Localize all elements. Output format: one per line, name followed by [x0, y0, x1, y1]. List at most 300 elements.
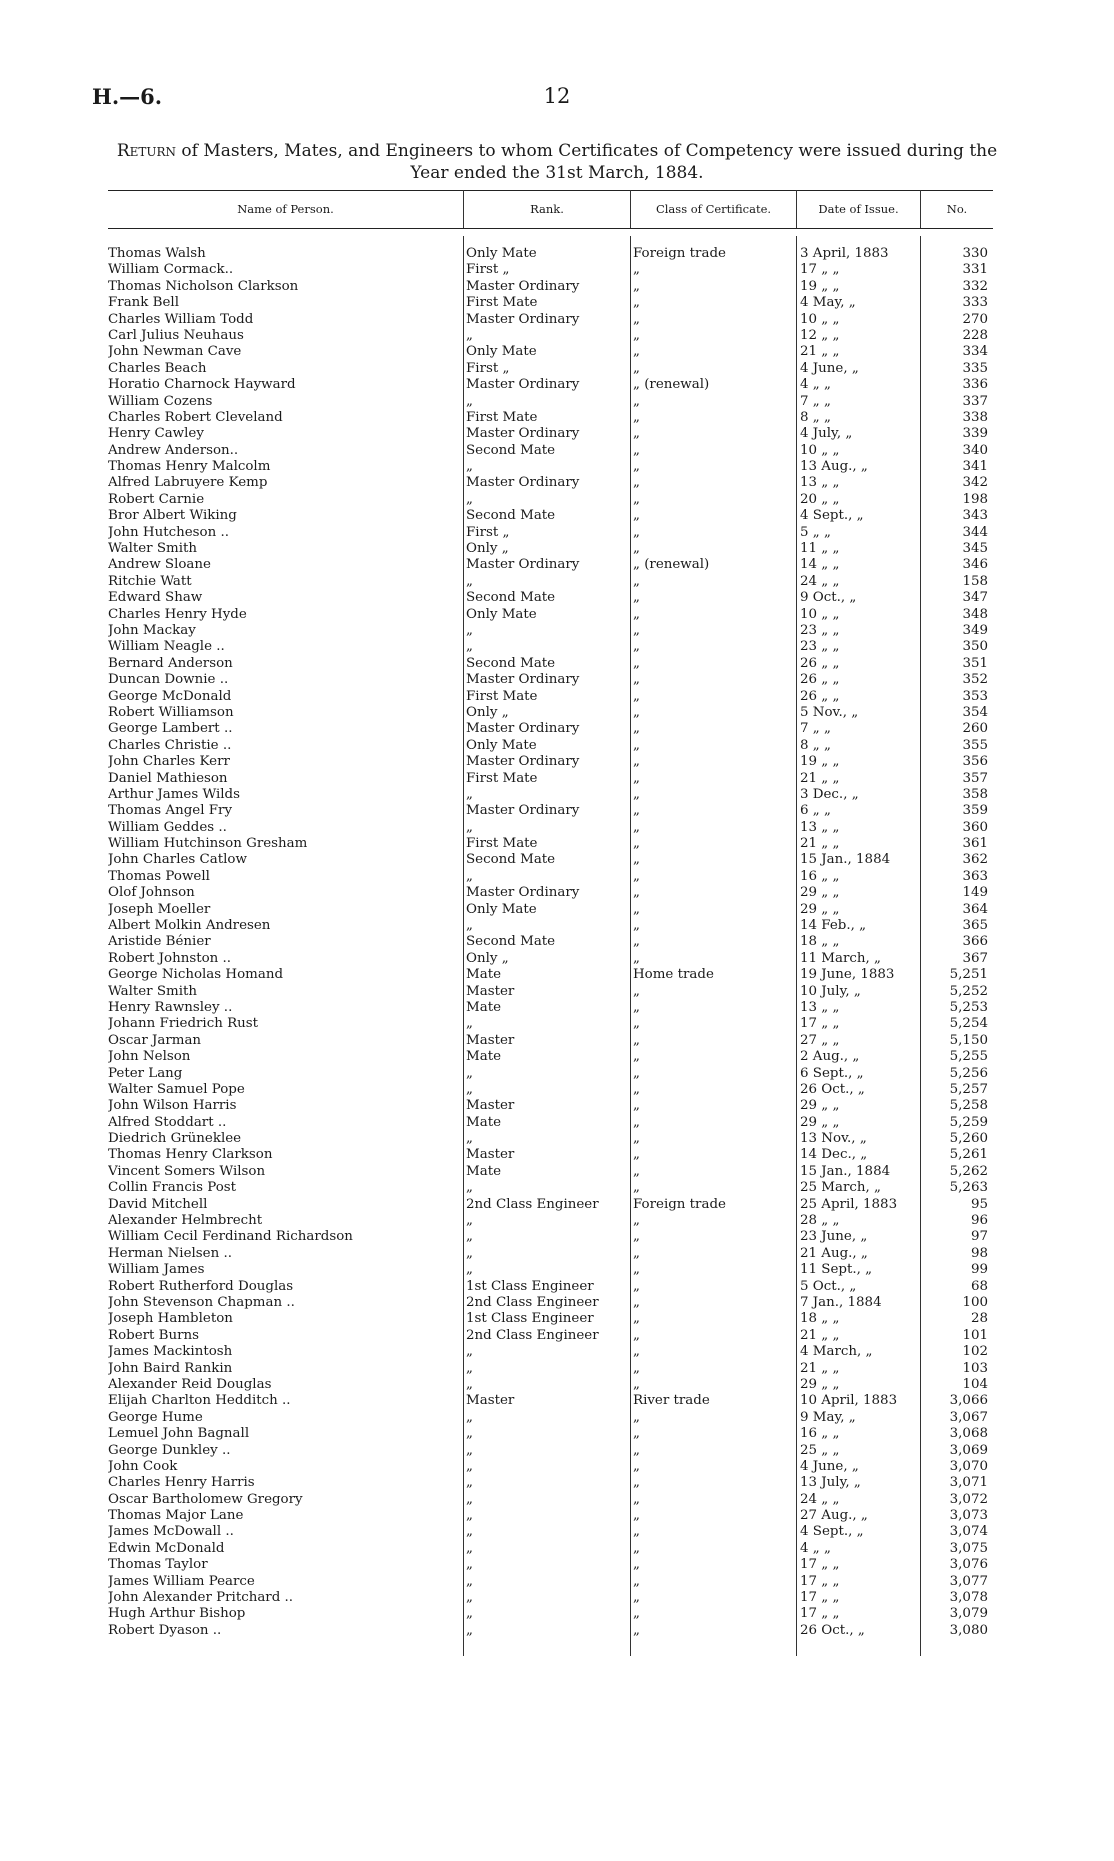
- cell-class: „: [633, 901, 640, 917]
- table-row: [108, 492, 993, 508]
- table-row: [108, 721, 993, 737]
- cell-date: 13 Nov., „: [800, 1131, 867, 1147]
- cell-no: 5,251: [949, 967, 988, 983]
- cell-no: 343: [962, 508, 988, 524]
- table-row: [108, 1393, 993, 1409]
- cell-rank: 2nd Class Engineer: [466, 1327, 599, 1343]
- table-row: [108, 557, 993, 573]
- table-row: [108, 475, 993, 491]
- cell-date: 9 Oct., „: [800, 590, 857, 606]
- cell-name: John Cook: [108, 1458, 178, 1474]
- table-row: [108, 541, 993, 557]
- cell-date: 4 „ „: [800, 1540, 831, 1556]
- cell-rank: „: [466, 1475, 473, 1491]
- cell-date: 4 March, „: [800, 1344, 873, 1360]
- cell-name: Thomas Angel Fry: [108, 803, 233, 819]
- cell-class: „: [633, 1081, 640, 1097]
- cell-rank: Second Mate: [466, 852, 556, 868]
- cell-no: 260: [962, 721, 988, 737]
- table-row: [108, 787, 993, 803]
- cell-name: Oscar Jarman: [108, 1032, 202, 1048]
- cell-rank: Only Mate: [466, 901, 537, 917]
- cell-date: 18 „ „: [800, 934, 840, 950]
- cell-rank: Master Ordinary: [466, 754, 580, 770]
- cell-no: 353: [962, 688, 988, 704]
- table-row: [108, 918, 993, 934]
- cell-name: Albert Molkin Andresen: [108, 918, 271, 934]
- cell-name: John Alexander Pritchard ..: [108, 1590, 294, 1606]
- cell-name: Thomas Henry Clarkson: [108, 1147, 273, 1163]
- cell-no: 3,079: [949, 1606, 988, 1622]
- cell-rank: „: [466, 1245, 473, 1261]
- cell-no: 345: [962, 541, 988, 557]
- cell-date: 15 Jan., 1884: [800, 852, 891, 868]
- cell-rank: Second Mate: [466, 508, 556, 524]
- cell-name: Peter Lang: [108, 1065, 183, 1081]
- table-row: [108, 525, 993, 541]
- cell-date: 26 „ „: [800, 672, 840, 688]
- cell-name: Charles Henry Harris: [108, 1475, 255, 1491]
- cell-no: 96: [970, 1213, 988, 1229]
- table-row: [108, 1016, 993, 1032]
- cell-rank: „: [466, 393, 473, 409]
- cell-class: „: [633, 1278, 640, 1294]
- cell-name: Thomas Nicholson Clarkson: [108, 278, 299, 294]
- cell-no: 331: [962, 262, 988, 278]
- cell-class: „: [633, 1295, 640, 1310]
- table-row: [108, 1410, 993, 1426]
- cell-rank: „: [466, 1065, 473, 1081]
- cell-rank: Master Ordinary: [466, 377, 580, 393]
- cell-date: 26 Oct., „: [800, 1081, 865, 1097]
- table-row: [108, 1295, 993, 1311]
- table-row: [108, 1623, 993, 1639]
- cell-name: Walter Smith: [108, 983, 197, 999]
- title-text: of Masters, Mates, and Engineers to whom Certificates of Competency were issued during the Year ended the 31st March, 1884.: [176, 141, 998, 183]
- cell-no: 5,261: [949, 1147, 988, 1163]
- cell-rank: „: [466, 1458, 473, 1474]
- cell-rank: „: [466, 327, 473, 343]
- cell-no: 5,260: [949, 1131, 988, 1147]
- cell-name: Thomas Walsh: [108, 246, 206, 261]
- table-row: [108, 885, 993, 901]
- cell-name: Hugh Arthur Bishop: [108, 1606, 246, 1622]
- table-row: [108, 426, 993, 442]
- cell-date: 5 Nov., „: [800, 704, 859, 720]
- cell-date: 4 Sept., „: [800, 1524, 864, 1540]
- cell-class: „: [633, 1524, 640, 1540]
- cell-no: 3,077: [949, 1573, 988, 1589]
- table-row: [108, 1246, 993, 1262]
- cell-date: 7 „ „: [800, 721, 831, 737]
- cell-no: 365: [962, 918, 988, 934]
- cell-name: Robert Williamson: [108, 704, 234, 720]
- cell-name: Horatio Charnock Hayward: [108, 377, 296, 393]
- cell-name: George Dunkley ..: [108, 1442, 231, 1458]
- table-row: [108, 803, 993, 819]
- cell-name: Thomas Major Lane: [108, 1508, 244, 1524]
- cell-rank: „: [466, 1442, 473, 1458]
- cell-name: George Nicholas Homand: [108, 967, 284, 983]
- cell-class: „: [633, 1311, 640, 1327]
- header-bottom-rule: [108, 228, 993, 229]
- cell-class: „: [633, 409, 640, 425]
- cell-no: 338: [962, 409, 988, 425]
- cell-no: 350: [962, 639, 988, 655]
- cell-no: 335: [962, 360, 988, 376]
- cell-date: 7 Jan., 1884: [800, 1295, 882, 1310]
- cell-class: „: [633, 1098, 640, 1114]
- cell-date: 25 „ „: [800, 1442, 840, 1458]
- cell-class: „: [633, 836, 640, 852]
- cell-rank: 1st Class Engineer: [466, 1278, 594, 1294]
- cell-class: „: [633, 327, 640, 343]
- cell-rank: First Mate: [466, 295, 538, 311]
- cell-rank: Master Ordinary: [466, 672, 580, 688]
- table-row: [108, 1262, 993, 1278]
- cell-no: 5,259: [949, 1114, 988, 1130]
- cell-no: 5,254: [949, 1016, 988, 1032]
- cell-class: „ (renewal): [633, 557, 710, 573]
- cell-no: 102: [962, 1344, 988, 1360]
- cell-name: George Lambert ..: [108, 721, 233, 737]
- table-row: [108, 1443, 993, 1459]
- cell-date: 3 Dec., „: [800, 786, 859, 802]
- cell-rank: „: [466, 1606, 473, 1622]
- cell-name: Daniel Mathieson: [108, 770, 228, 786]
- cell-no: 364: [962, 901, 988, 917]
- table-row: [108, 1279, 993, 1295]
- cell-class: „: [633, 278, 640, 294]
- cell-date: 10 „ „: [800, 442, 840, 458]
- cell-date: 17 „ „: [800, 1590, 840, 1606]
- cell-no: 3,076: [949, 1557, 988, 1573]
- table-row: [108, 951, 993, 967]
- cell-rank: Master Ordinary: [466, 803, 580, 819]
- cell-name: Edwin McDonald: [108, 1540, 225, 1556]
- cell-rank: Master Ordinary: [466, 475, 580, 491]
- cell-class: „: [633, 950, 640, 966]
- cell-class: „: [633, 1458, 640, 1474]
- cell-class: „: [633, 1360, 640, 1376]
- cell-no: 149: [962, 885, 988, 901]
- cell-name: John Wilson Harris: [108, 1098, 237, 1114]
- cell-no: 359: [962, 803, 988, 819]
- cell-no: 100: [962, 1295, 988, 1310]
- cell-class: „: [633, 1229, 640, 1245]
- table-row: [108, 934, 993, 950]
- cell-rank: „: [466, 573, 473, 589]
- cell-class: „: [633, 819, 640, 835]
- cell-date: 11 „ „: [800, 541, 840, 557]
- cell-class: „: [633, 1213, 640, 1229]
- cell-no: 361: [962, 836, 988, 852]
- cell-no: 334: [962, 344, 988, 360]
- cell-class: „: [633, 524, 640, 540]
- cell-no: 333: [962, 295, 988, 311]
- document-code: H.—6.: [92, 84, 163, 109]
- cell-no: 349: [962, 622, 988, 638]
- cell-rank: Master Ordinary: [466, 311, 580, 327]
- cell-name: Alfred Labruyere Kemp: [108, 475, 268, 491]
- cell-class: „: [633, 1606, 640, 1622]
- cell-class: „: [633, 672, 640, 688]
- cell-date: 25 March, „: [800, 1180, 881, 1196]
- cell-class: „: [633, 983, 640, 999]
- cell-no: 340: [962, 442, 988, 458]
- cell-date: 4 June, „: [800, 1458, 859, 1474]
- cell-rank: „: [466, 1016, 473, 1032]
- cell-date: 11 March, „: [800, 950, 881, 966]
- cell-name: Elijah Charlton Hedditch ..: [108, 1393, 291, 1409]
- header-rank: Rank.: [530, 202, 564, 216]
- cell-class: „: [633, 1114, 640, 1130]
- cell-rank: Only „: [466, 950, 509, 966]
- cell-date: 14 Dec., „: [800, 1147, 868, 1163]
- cell-name: William Cecil Ferdinand Richardson: [108, 1229, 353, 1245]
- table-row: [108, 1459, 993, 1475]
- cell-date: 14 „ „: [800, 557, 840, 573]
- table-row: [108, 328, 993, 344]
- cell-rank: Only „: [466, 704, 509, 720]
- cell-rank: First Mate: [466, 409, 538, 425]
- cell-name: Carl Julius Neuhaus: [108, 327, 244, 343]
- table-row: [108, 1377, 993, 1393]
- table-row: [108, 1590, 993, 1606]
- cell-date: 7 „ „: [800, 393, 831, 409]
- cell-date: 5 „ „: [800, 524, 831, 540]
- cell-date: 17 „ „: [800, 262, 840, 278]
- cell-rank: Master: [466, 983, 515, 999]
- table-row: [108, 361, 993, 377]
- cell-name: Charles Christie ..: [108, 737, 232, 753]
- table-row: [108, 574, 993, 590]
- cell-no: 5,150: [949, 1032, 988, 1048]
- cell-date: 18 „ „: [800, 1311, 840, 1327]
- table-row: [108, 820, 993, 836]
- cell-no: 198: [962, 491, 988, 507]
- cell-class: „: [633, 590, 640, 606]
- cell-class: „: [633, 1622, 640, 1638]
- cell-rank: „: [466, 868, 473, 884]
- table-row: [108, 1328, 993, 1344]
- cell-class: „: [633, 1327, 640, 1343]
- cell-no: 97: [970, 1229, 988, 1245]
- cell-date: 23 „ „: [800, 639, 840, 655]
- cell-date: 27 „ „: [800, 1032, 840, 1048]
- cell-no: 354: [962, 704, 988, 720]
- cell-no: 346: [962, 557, 988, 573]
- cell-no: 363: [962, 868, 988, 884]
- cell-name: Herman Nielsen ..: [108, 1245, 232, 1261]
- cell-date: 14 Feb., „: [800, 918, 867, 934]
- cell-name: Andrew Anderson..: [108, 442, 239, 458]
- cell-rank: „: [466, 1344, 473, 1360]
- table-row: [108, 246, 993, 262]
- cell-no: 3,069: [949, 1442, 988, 1458]
- cell-date: 26 „ „: [800, 655, 840, 671]
- table-row: [108, 1475, 993, 1491]
- cell-name: William Hutchinson Gresham: [108, 836, 308, 852]
- cell-no: 3,075: [949, 1540, 988, 1556]
- cell-rank: Master Ordinary: [466, 557, 580, 573]
- cell-date: 4 July, „: [800, 426, 853, 442]
- table-row: [108, 590, 993, 606]
- cell-date: 21 „ „: [800, 1327, 840, 1343]
- cell-no: 5,262: [949, 1163, 988, 1179]
- table-row: [108, 607, 993, 623]
- cell-name: Thomas Taylor: [108, 1557, 208, 1573]
- header-name: Name of Person.: [237, 202, 334, 216]
- cell-name: George Hume: [108, 1409, 203, 1425]
- cell-class: „: [633, 999, 640, 1015]
- cell-class: „: [633, 622, 640, 638]
- cell-class: „: [633, 1016, 640, 1032]
- table-row: [108, 1164, 993, 1180]
- cell-name: Robert Rutherford Douglas: [108, 1278, 294, 1294]
- cell-rank: „: [466, 1180, 473, 1196]
- cell-date: 23 „ „: [800, 622, 840, 638]
- cell-name: John Nelson: [108, 1049, 191, 1065]
- cell-date: 21 „ „: [800, 1360, 840, 1376]
- cell-date: 21 „ „: [800, 344, 840, 360]
- cell-date: 10 April, 1883: [800, 1393, 898, 1409]
- cell-name: Johann Friedrich Rust: [108, 1016, 259, 1032]
- cell-name: Robert Carnie: [108, 491, 205, 507]
- cell-class: Foreign trade: [633, 246, 726, 261]
- cell-class: „: [633, 1491, 640, 1507]
- cell-name: Bror Albert Wiking: [108, 508, 237, 524]
- cell-rank: Master Ordinary: [466, 885, 580, 901]
- cell-no: 348: [962, 606, 988, 622]
- cell-name: Vincent Somers Wilson: [108, 1163, 266, 1179]
- cell-class: „: [633, 721, 640, 737]
- cell-date: 10 July, „: [800, 983, 861, 999]
- table-row: [108, 656, 993, 672]
- cell-no: 104: [962, 1376, 988, 1392]
- cell-name: Ritchie Watt: [108, 573, 192, 589]
- cell-rank: Second Mate: [466, 590, 556, 606]
- cell-rank: „: [466, 1360, 473, 1376]
- cell-date: 15 Jan., 1884: [800, 1163, 891, 1179]
- cell-date: 17 „ „: [800, 1606, 840, 1622]
- cell-class: „: [633, 459, 640, 475]
- cell-rank: „: [466, 918, 473, 934]
- cell-class: „: [633, 1590, 640, 1606]
- cell-date: 8 „ „: [800, 737, 831, 753]
- cell-class: „: [633, 1180, 640, 1196]
- cell-date: 2 Aug., „: [800, 1049, 860, 1065]
- cell-class: „: [633, 1376, 640, 1392]
- cell-class: „: [633, 1508, 640, 1524]
- cell-class: „: [633, 688, 640, 704]
- cell-class: „: [633, 295, 640, 311]
- cell-class: „: [633, 1245, 640, 1261]
- table-body: [108, 246, 993, 1639]
- cell-no: 99: [970, 1262, 988, 1278]
- cell-date: 27 Aug., „: [800, 1508, 868, 1524]
- cell-date: 28 „ „: [800, 1213, 840, 1229]
- cell-name: Diedrich Grüneklee: [108, 1131, 242, 1147]
- table-row: [108, 410, 993, 426]
- table-row: [108, 312, 993, 328]
- page-title: [108, 140, 1006, 184]
- cell-rank: Mate: [466, 999, 502, 1015]
- table-row: [108, 836, 993, 852]
- cell-rank: „: [466, 1491, 473, 1507]
- table-row: [108, 295, 993, 311]
- cell-rank: „: [466, 1557, 473, 1573]
- cell-class: „: [633, 1032, 640, 1048]
- cell-rank: „: [466, 1213, 473, 1229]
- cell-rank: „: [466, 1262, 473, 1278]
- cell-no: 5,253: [949, 999, 988, 1015]
- table-row: [108, 1098, 993, 1114]
- cell-no: 3,072: [949, 1491, 988, 1507]
- cell-class: „: [633, 786, 640, 802]
- cell-rank: First Mate: [466, 836, 538, 852]
- cell-class: „: [633, 1442, 640, 1458]
- table-row: [108, 1213, 993, 1229]
- cell-date: 21 „ „: [800, 836, 840, 852]
- cell-rank: Master: [466, 1393, 515, 1409]
- cell-no: 5,252: [949, 983, 988, 999]
- cell-no: 356: [962, 754, 988, 770]
- cell-name: William Cozens: [108, 393, 213, 409]
- cell-name: Collin Francis Post: [108, 1180, 237, 1196]
- cell-rank: „: [466, 1426, 473, 1442]
- cell-class: „: [633, 475, 640, 491]
- cell-date: 25 April, 1883: [800, 1196, 898, 1212]
- cell-date: 9 May, „: [800, 1409, 856, 1425]
- cell-date: 4 „ „: [800, 377, 831, 393]
- cell-rank: „: [466, 1508, 473, 1524]
- cell-no: 3,066: [949, 1393, 988, 1409]
- cell-name: John Stevenson Chapman ..: [108, 1295, 295, 1310]
- cell-class: „: [633, 1344, 640, 1360]
- cell-class: „: [633, 1409, 640, 1425]
- cell-date: 24 „ „: [800, 1491, 840, 1507]
- cell-rank: Master Ordinary: [466, 278, 580, 294]
- table-row: [108, 902, 993, 918]
- table-row: [108, 1344, 993, 1360]
- cell-name: Henry Rawnsley ..: [108, 999, 233, 1015]
- table-row: [108, 1147, 993, 1163]
- cell-no: 366: [962, 934, 988, 950]
- cell-date: 10 „ „: [800, 311, 840, 327]
- title-lead: Return: [116, 141, 177, 161]
- cell-name: John Hutcheson ..: [108, 524, 229, 540]
- cell-no: 3,078: [949, 1590, 988, 1606]
- cell-class: „: [633, 1540, 640, 1556]
- cell-no: 351: [962, 655, 988, 671]
- cell-date: 29 „ „: [800, 1114, 840, 1130]
- cell-date: 26 „ „: [800, 688, 840, 704]
- table-row: [108, 1541, 993, 1557]
- cell-date: 29 „ „: [800, 1098, 840, 1114]
- cell-no: 341: [962, 459, 988, 475]
- cell-no: 3,070: [949, 1458, 988, 1474]
- cell-name: William James: [108, 1262, 205, 1278]
- table-row: [108, 1131, 993, 1147]
- cell-no: 5,263: [949, 1180, 988, 1196]
- cell-date: 12 „ „: [800, 327, 840, 343]
- cell-name: Alfred Stoddart ..: [108, 1114, 227, 1130]
- table-row: [108, 459, 993, 475]
- cell-date: 13 „ „: [800, 819, 840, 835]
- cell-rank: Mate: [466, 1049, 502, 1065]
- cell-name: Joseph Moeller: [108, 901, 211, 917]
